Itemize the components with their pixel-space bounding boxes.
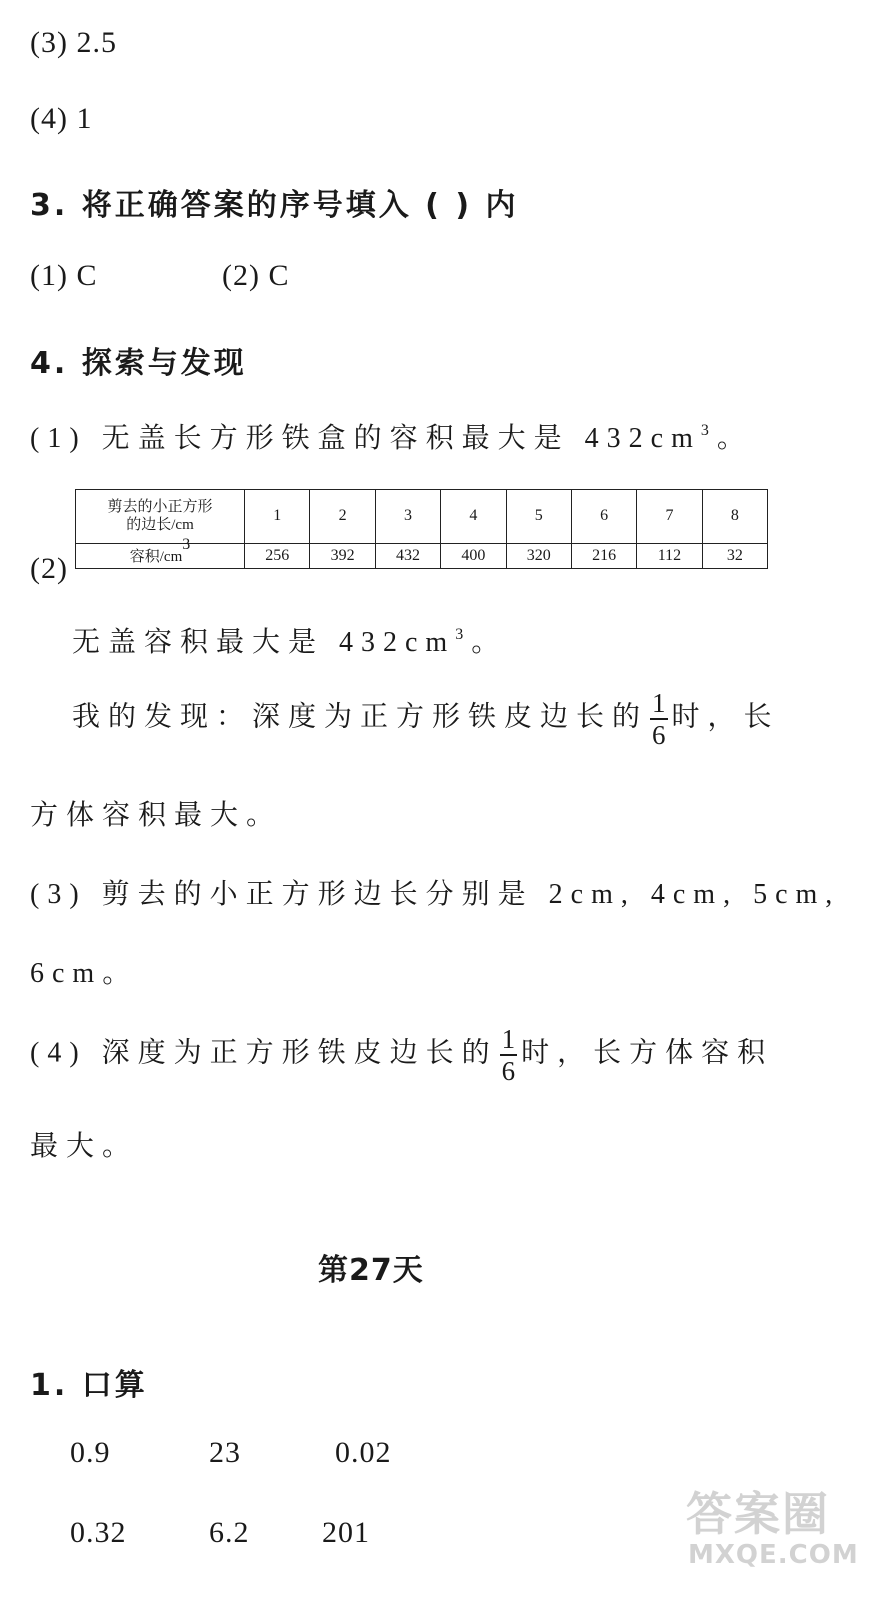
answer-4-1-end: 。 — [716, 423, 753, 454]
watermark-text: 答案圈 — [686, 1487, 830, 1541]
table-cell: 2 — [310, 490, 375, 544]
section-3-heading: 3. 将正确答案的序号填入 ( ) 内 — [30, 188, 519, 223]
table-volume-sup: 3 — [182, 536, 191, 554]
section-4-heading: 4. 探索与发现 — [30, 346, 247, 381]
answer-4-2-finding-line2: 方体容积最大。 — [30, 800, 283, 831]
oral-calc-1-3: 0.02 — [335, 1436, 392, 1469]
table-header-side-length — [76, 490, 245, 544]
answer-4-1-label: (1) — [30, 423, 87, 454]
table-header-volume — [76, 536, 245, 568]
answer-2-4: (4) 1 — [30, 102, 93, 135]
answer-3-1: (1) C — [30, 259, 98, 292]
table-cell: 400 — [441, 543, 506, 568]
table-header-line2: 的边长/cm — [126, 517, 194, 534]
fraction-denominator: 6 — [501, 1056, 516, 1086]
table-cell: 4 — [441, 490, 506, 544]
table-cell: 3 — [375, 490, 440, 544]
answer-4-1 — [30, 416, 753, 456]
answer-4-4-line2: 最大。 — [30, 1131, 139, 1162]
answer-4-4 — [30, 1024, 773, 1086]
answer-4-2-max-text: 无盖容积最大是 432cm — [72, 627, 456, 658]
answer-4-4-suffix: 时，长方体容积 — [521, 1037, 774, 1069]
answer-4-2-max-end: 。 — [471, 627, 508, 658]
oral-calc-2-3: 201 — [322, 1516, 370, 1549]
fraction-denominator: 6 — [652, 720, 666, 750]
watermark-logo — [682, 1478, 859, 1578]
watermark-url: MXQE.COM — [688, 1540, 859, 1570]
answer-4-4-prefix: (4) 深度为正方形铁皮边长的 — [30, 1037, 498, 1069]
table-cell: 6 — [571, 490, 636, 544]
answer-4-2-max-sup: 3 — [455, 626, 472, 643]
oral-calc-1-2: 23 — [209, 1436, 241, 1469]
answer-4-3-line1: (3) 剪去的小正方形边长分别是 2cm, 4cm, 5cm, — [30, 879, 841, 910]
fraction-one-sixth — [500, 1024, 518, 1086]
oral-calc-2-1: 0.32 — [70, 1516, 127, 1549]
table-cell: 432 — [375, 543, 440, 568]
finding-suffix: 时，长 — [671, 701, 780, 733]
volume-table — [75, 489, 768, 569]
table-row — [76, 490, 768, 544]
table-cell: 5 — [506, 490, 571, 544]
table-cell: 112 — [637, 543, 702, 568]
finding-prefix: 我的发现：深度为正方形铁皮边长的 — [72, 701, 649, 733]
table-cell: 1 — [245, 490, 310, 544]
table-cell: 392 — [310, 543, 375, 568]
fraction-one-sixth — [650, 688, 668, 750]
answer-4-2-label: (2) — [30, 552, 68, 585]
table-header-line1: 剪去的小正方形 — [107, 499, 213, 516]
oral-calc-2-2: 6.2 — [209, 1516, 250, 1549]
oral-calc-heading: 1. 口算 — [30, 1368, 148, 1403]
day-title: 第27天 — [318, 1253, 424, 1288]
fraction-numerator: 1 — [501, 1024, 516, 1054]
answer-4-3-line2: 6cm。 — [30, 958, 139, 989]
table-cell: 216 — [571, 543, 636, 568]
table-cell: 8 — [702, 490, 767, 544]
table-cell: 256 — [245, 543, 310, 568]
oral-calc-1-1: 0.9 — [70, 1436, 111, 1469]
table-row — [76, 543, 768, 568]
answer-4-2-max — [72, 620, 507, 660]
answer-4-2-finding — [72, 688, 780, 750]
table-cell: 320 — [506, 543, 571, 568]
table-cell: 32 — [702, 543, 767, 568]
fraction-numerator: 1 — [652, 688, 666, 718]
answer-2-3: (3) 2.5 — [30, 26, 117, 59]
table-cell: 7 — [637, 490, 702, 544]
table-volume-label: 容积/cm — [129, 549, 183, 566]
answer-3-2: (2) C — [222, 259, 290, 292]
answer-4-1-text: 无盖长方形铁盒的容积最大是 432cm — [101, 423, 701, 454]
answer-4-1-sup: 3 — [700, 422, 717, 439]
